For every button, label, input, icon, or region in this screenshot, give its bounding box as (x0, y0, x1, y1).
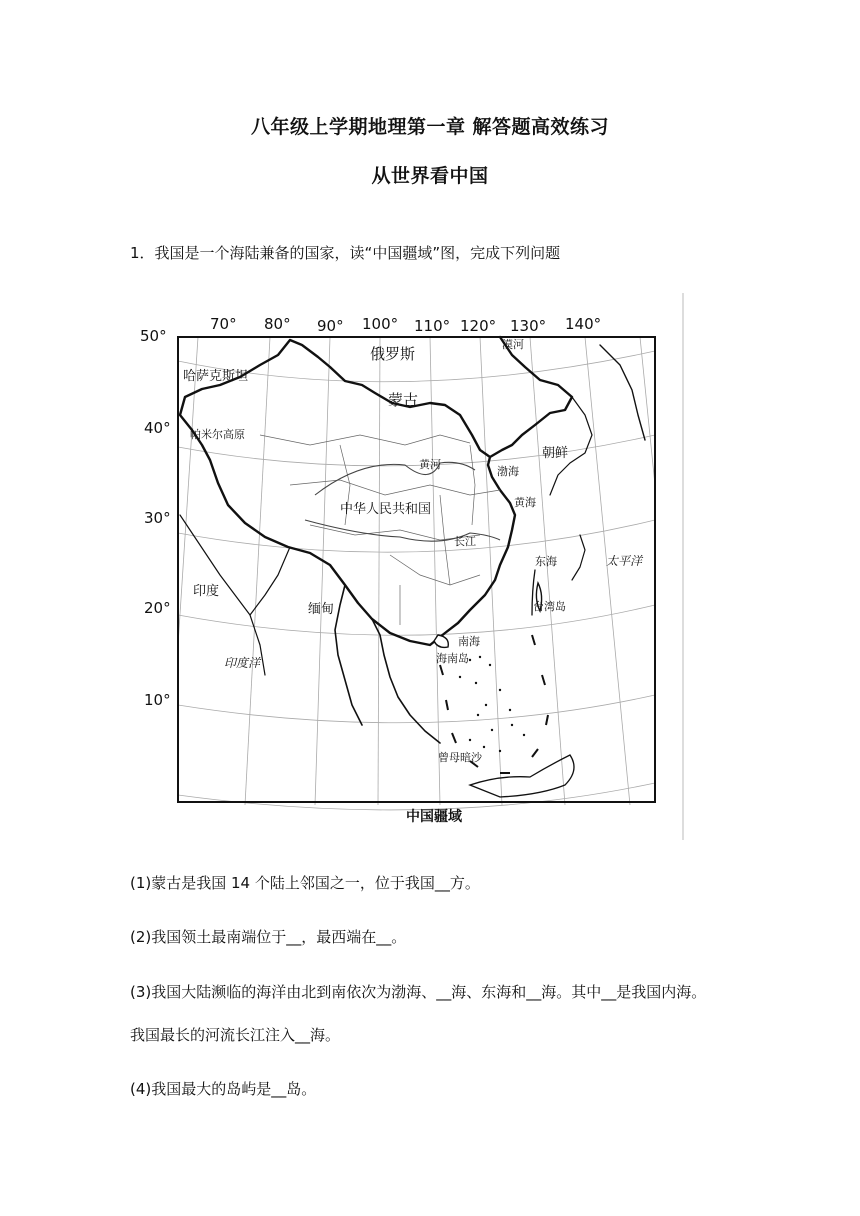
label-pacific: 太平洋 (606, 554, 643, 568)
label-yangtze: 长江 (454, 535, 476, 548)
label-myanmar: 缅甸 (308, 602, 335, 617)
document-subtitle: 从世界看中国 (371, 165, 489, 187)
china-territory-map (140, 285, 700, 845)
south-sea-islands (459, 656, 525, 752)
sub-question-2: (2)我国领土最南端位于__，最西端在__。 (130, 928, 407, 946)
lon-label: 140° (565, 315, 602, 333)
label-east-sea: 东海 (535, 555, 557, 568)
label-prc: 中华人民共和国 (340, 502, 432, 517)
label-zengmu: 曾母暗沙 (438, 751, 482, 764)
lon-label: 90° (317, 317, 344, 335)
lon-label: 130° (510, 317, 547, 335)
lon-label: 120° (460, 317, 497, 335)
sub-question-3: (3)我国大陆濒临的海洋由北到南依次为渤海、__海、东海和__海。其中__是我国内海。 (130, 983, 707, 1001)
lat-label: 40° (144, 419, 171, 437)
lat-label: 20° (144, 599, 171, 617)
lon-label: 100° (362, 315, 399, 333)
label-korea: 朝鲜 (542, 446, 569, 461)
hainan-island (434, 635, 448, 647)
document-title: 八年级上学期地理第一章 解答题高效练习 (250, 116, 610, 138)
lat-label: 50° (140, 327, 167, 345)
map-caption: 中国疆域 (406, 809, 462, 825)
lon-label: 110° (414, 317, 451, 335)
label-bohai: 渤海 (497, 465, 519, 478)
label-russia: 俄罗斯 (370, 345, 416, 363)
label-pamir: 帕米尔高原 (190, 428, 245, 441)
sub-question-1: (1)蒙古是我国 14 个陆上邻国之一，位于我国__方。 (130, 874, 480, 892)
label-india: 印度 (193, 584, 220, 599)
label-mongolia: 蒙古 (388, 391, 419, 409)
sub-question-4: (4)我国最大的岛屿是__岛。 (130, 1080, 317, 1098)
lat-label: 30° (144, 509, 171, 527)
lon-label: 80° (264, 315, 291, 333)
sub-question-3-cont: 我国最长的河流长江注入__海。 (130, 1026, 341, 1044)
label-taiwan: 台湾岛 (533, 600, 566, 613)
label-yellow-river: 黄河 (419, 458, 441, 471)
label-mohe: 漠河 (502, 338, 524, 351)
label-indian-ocean: 印度洋 (224, 656, 261, 670)
lon-label: 70° (210, 315, 237, 333)
label-kazakhstan: 哈萨克斯坦 (183, 369, 249, 384)
label-south-sea: 南海 (458, 635, 480, 648)
label-hainan: 海南岛 (436, 652, 469, 665)
question-1-stem: 1．我国是一个海陆兼备的国家，读“中国疆域”图，完成下列问题 (130, 244, 561, 262)
label-yellow-sea: 黄海 (514, 496, 536, 509)
lat-label: 10° (144, 691, 171, 709)
map-figure (140, 285, 700, 845)
